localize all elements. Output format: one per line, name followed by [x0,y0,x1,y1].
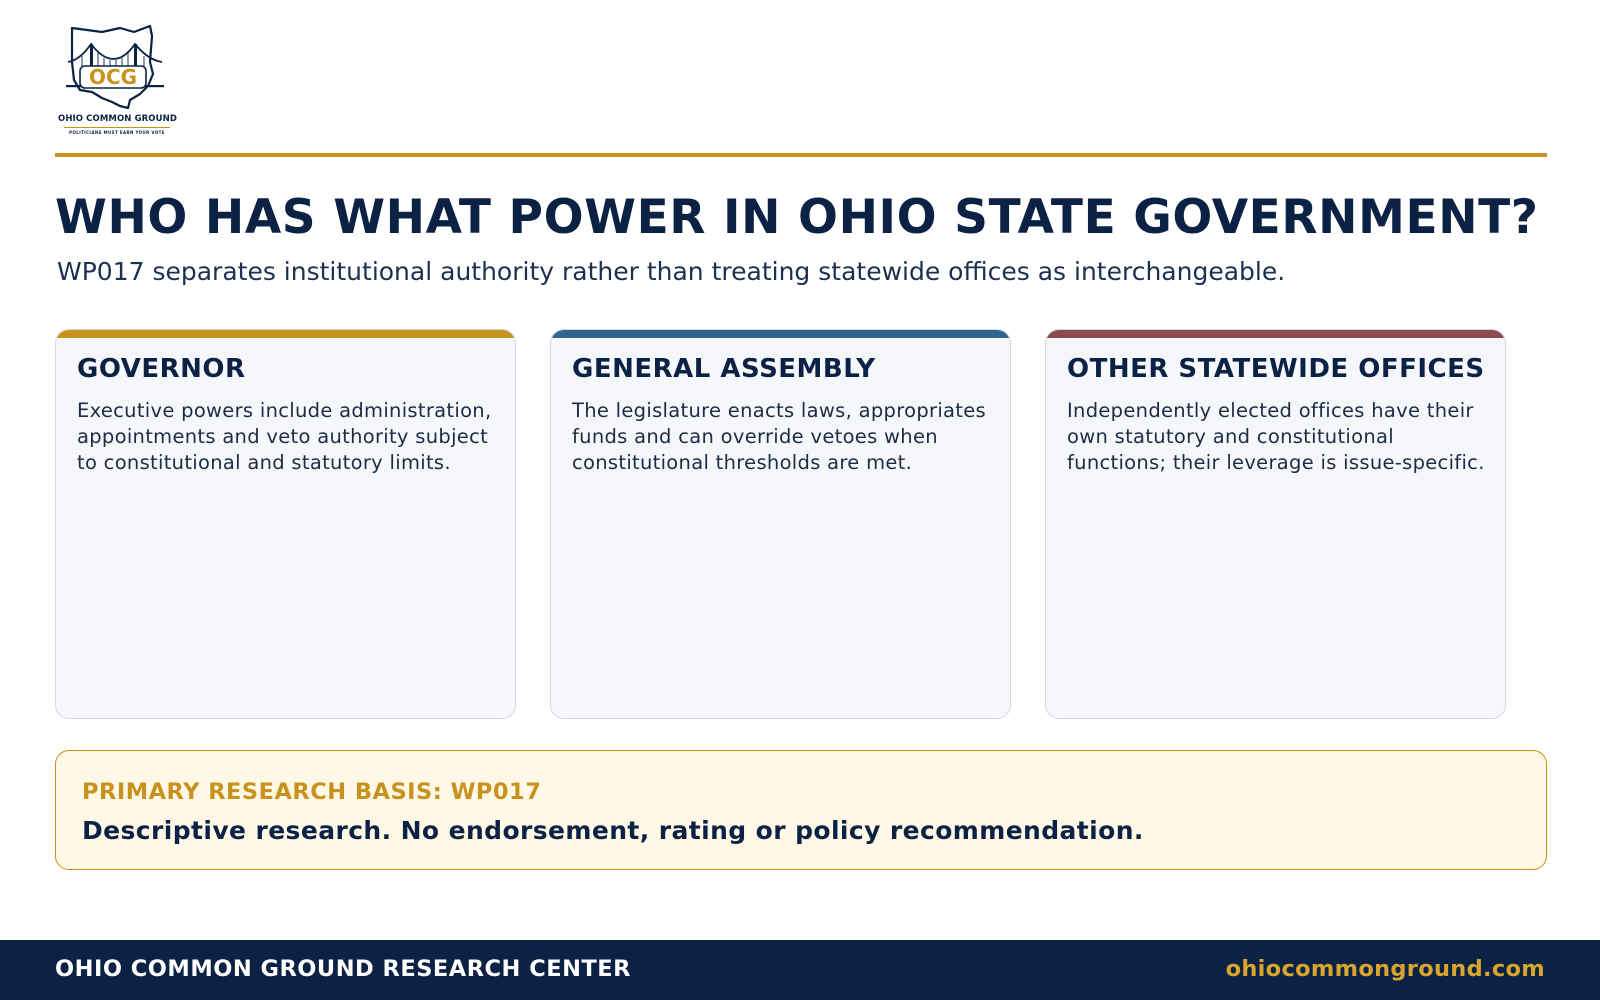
research-basis-callout [55,750,1547,870]
card-other-statewide-offices [1045,329,1506,719]
card-governor [55,329,516,719]
logo-tagline: POLITICIANS MUST EARN YOUR VOTE [69,130,165,135]
card-accent-bar [551,330,1010,338]
page-title: WHO HAS WHAT POWER IN OHIO STATE GOVERNMENT? [55,190,1539,245]
card-body: Executive powers include administration, appointments and veto authority subject to constitutional and statutory limits. [77,399,492,474]
logo-divider [64,127,170,128]
card-general-assembly [550,329,1011,719]
footer-website-link[interactable]: ohiocommonground.com [1225,956,1545,982]
footer-org-name: OHIO COMMON GROUND RESEARCH CENTER [55,956,631,982]
card-body: Independently elected offices have their own statutory and constitutional functions; their leverage is issue-specific. [1067,399,1485,474]
page-subtitle: WP017 separates institutional authority rather than treating statewide offices as interchangeable. [57,257,1286,286]
card-heading: OTHER STATEWIDE OFFICES [1067,354,1485,384]
callout-label: PRIMARY RESEARCH BASIS: WP017 [82,779,542,805]
logo-initials: OCG [88,65,138,89]
card-heading: GENERAL ASSEMBLY [572,354,876,384]
ocg-logo [58,22,176,140]
header-divider [55,153,1547,157]
logo-name: OHIO COMMON GROUND [58,114,177,124]
card-accent-bar [1046,330,1505,338]
ohio-bridge-logo-icon [58,22,176,114]
callout-text: Descriptive research. No endorsement, rating or policy recommendation. [82,816,1144,845]
footer [0,940,1600,1000]
card-heading: GOVERNOR [77,354,246,384]
card-accent-bar [56,330,515,338]
card-body: The legislature enacts laws, appropriates funds and can override vetoes when constitutional thresholds are met. [572,399,986,474]
